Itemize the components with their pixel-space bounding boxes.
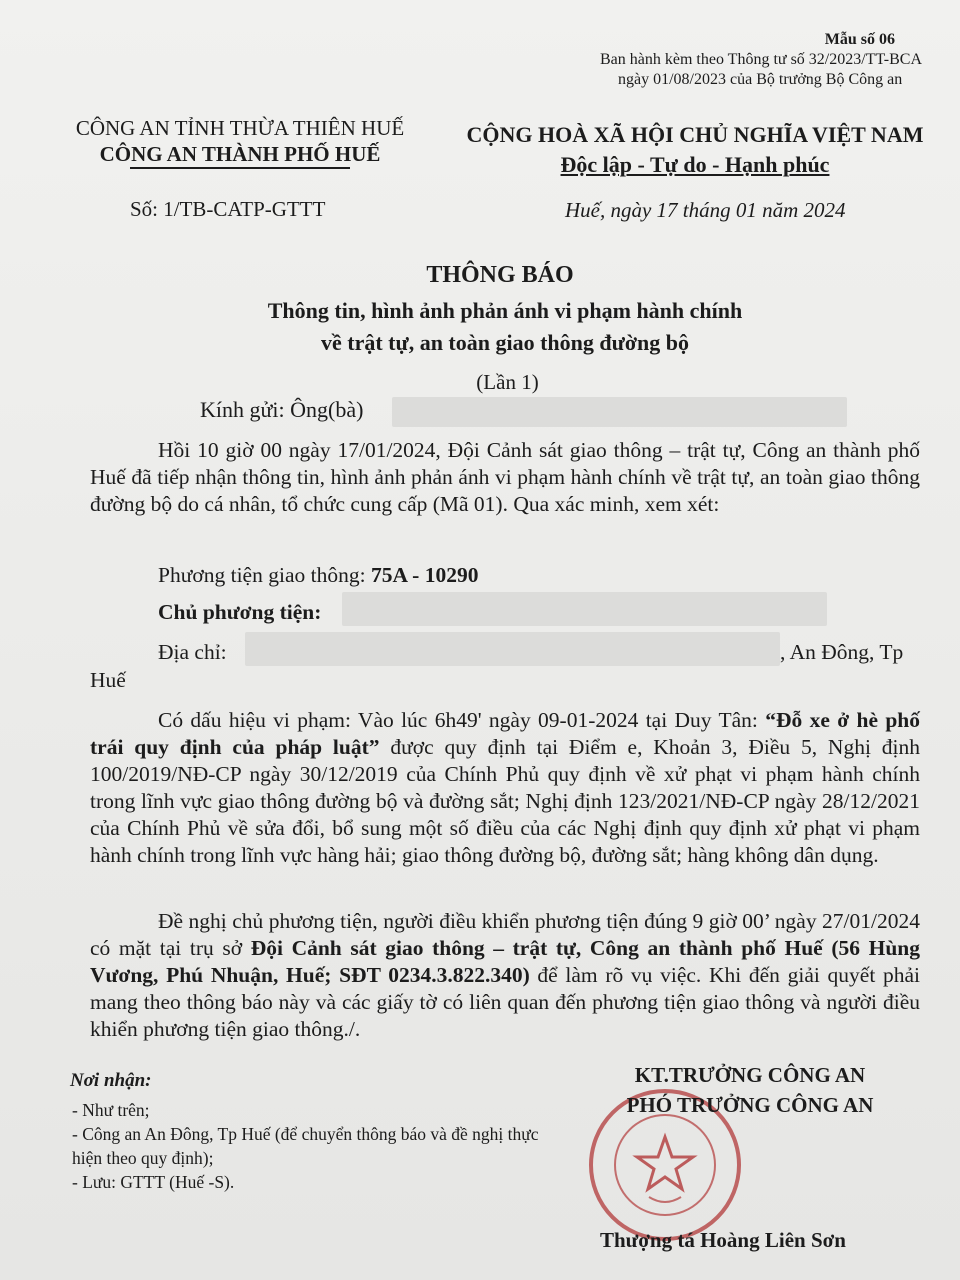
signature-title-1: KT.TRƯỞNG CÔNG AN	[634, 1063, 866, 1087]
document-number: Số: 1/TB-CATP-GTTT	[130, 197, 326, 221]
attempt-number: (Lần 1)	[476, 370, 539, 394]
redacted-address	[245, 632, 780, 666]
recipient-line	[200, 397, 363, 423]
agency-name: CÔNG AN THÀNH PHỐ HUẾ	[99, 142, 381, 166]
recipients-title: Nơi nhận:	[70, 1070, 152, 1091]
signature-block	[580, 1060, 920, 1120]
address-tail: , An Đông, Tp	[780, 640, 904, 664]
form-number: Mẫu số 06	[824, 31, 895, 48]
document-subtitle	[0, 295, 960, 359]
address-label: Địa chỉ:	[158, 640, 227, 664]
owner-label: Chủ phương tiện:	[158, 600, 322, 624]
violation-intro: Có dấu hiệu vi phạm: Vào lúc 6h49' ngày 09-01-2024 tại Duy Tân:	[158, 708, 766, 732]
address-city: Huế	[90, 668, 126, 692]
paragraph-violation	[90, 707, 920, 869]
signature-title-2: PHÓ TRƯỞNG CÔNG AN	[626, 1093, 874, 1117]
agency-header	[40, 115, 440, 169]
vehicle-plate: 75A - 10290	[370, 563, 479, 587]
recipient-label: Kính gửi: Ông(bà)	[200, 397, 364, 422]
subtitle-line-2: về trật tự, an toàn giao thông đường bộ	[320, 330, 689, 355]
violation-description: “Đỗ xe ở hè phố trái quy định của pháp luật”	[90, 708, 920, 759]
vehicle-line	[158, 563, 478, 588]
subtitle-line-1: Thông tin, hình ảnh phản ánh vi phạm hành chính	[267, 298, 743, 323]
owner-line	[158, 600, 321, 625]
signer-name: Thượng tá Hoàng Liên Sơn	[600, 1228, 846, 1252]
redacted-recipient	[392, 397, 847, 427]
address-line	[158, 640, 227, 665]
request-office: Đội Cảnh sát giao thông – trật tự, Công an thành phố Huế (56 Hùng Vương, Phú Nhuận, Huế; SĐT 0234.3.822.340)	[90, 936, 920, 987]
request-tail: để làm rõ vụ việc. Khi đến giải quyết phải mang theo thông báo này và các giấy tờ có liên quan đến phương tiện giao thông và người điều khiển phương tiện giao thông./.	[90, 963, 920, 1041]
agency-parent: CÔNG AN TỈNH THỪA THIÊN HUẾ	[75, 116, 405, 140]
recipients-item: - Lưu: GTTT (Huế -S).	[72, 1172, 235, 1192]
paragraph-intro: Hồi 10 giờ 00 ngày 17/01/2024, Đội Cảnh sát giao thông – trật tự, Công an thành phố Huế đã tiếp nhận thông tin, hình ảnh phản ánh vi phạm hành chính về trật tự, an toàn giao thông đường bộ do cá nhân, tổ chức cung cấp (Mã 01). Qua xác minh, xem xét:	[90, 438, 920, 516]
document-title: THÔNG BÁO	[426, 262, 574, 288]
request-intro: Đề nghị chủ phương tiện, người điều khiển phương tiện đúng 9 giờ 00’ ngày 27/01/2024 có mặt tại trụ sở	[90, 909, 920, 960]
violation-legal-basis: được quy định tại Điểm e, Khoản 3, Điều 5, Nghị định 100/2019/NĐ-CP ngày 30/12/2019 của Chính Phủ quy định về xử phạt vi phạm hành chính trong lĩnh vực giao thông đường bộ và đường sắt; Nghị định 123/2021/NĐ-CP ngày 28/12/2021 của Chính Phủ về sửa đổi, bổ sung một số điều của các Nghị định quy định xử phạt vi phạm hành chính trong lĩnh vực hàng hải; giao thông đường bộ, đường sắt; hàng không dân dụng.	[90, 735, 920, 867]
issued-date: ngày 01/08/2023 của Bộ trưởng Bộ Công an	[618, 71, 903, 88]
agency-underline	[130, 167, 350, 169]
recipients-item: - Như trên;	[72, 1100, 150, 1120]
redacted-owner	[342, 592, 827, 626]
paragraph-request	[90, 908, 920, 1043]
recipients-list	[72, 1098, 542, 1194]
issued-with: Ban hành kèm theo Thông tư số 32/2023/TT-BCA	[600, 51, 922, 68]
vehicle-label: Phương tiện giao thông:	[158, 563, 366, 587]
nation-motto: Độc lập - Tự do - Hạnh phúc	[560, 152, 830, 177]
nation-header	[445, 120, 945, 180]
form-template-note	[600, 30, 930, 90]
place-date: Huế, ngày 17 tháng 01 năm 2024	[565, 198, 846, 222]
nation-name: CỘNG HOÀ XÃ HỘI CHỦ NGHĨA VIỆT NAM	[466, 122, 924, 147]
recipients-item: - Công an An Đông, Tp Huế (để chuyển thông báo và đề nghị thực hiện theo quy định);	[72, 1124, 539, 1168]
